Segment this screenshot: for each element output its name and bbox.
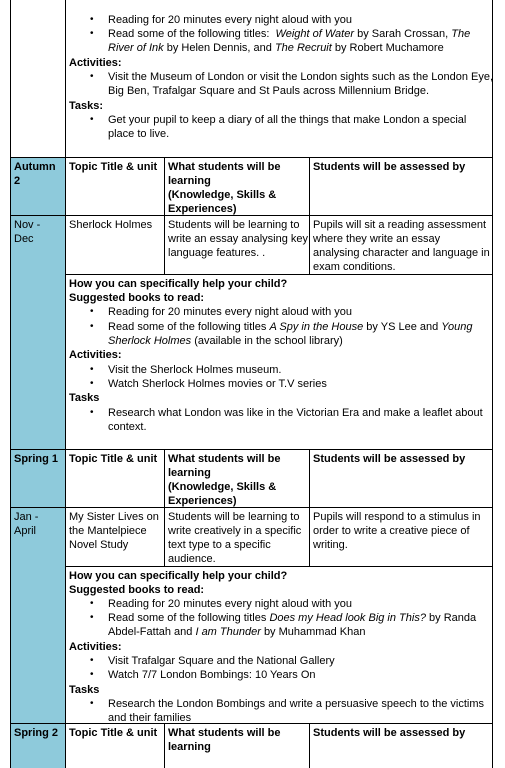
header-learning: What students will be [168, 453, 281, 465]
bullet: • [90, 378, 94, 389]
activity-text: Watch 7/7 London Bombings: 10 Years On [108, 669, 316, 681]
topic-title: Novel Study [69, 539, 129, 551]
period-label: Dec [14, 233, 34, 245]
row-border [65, 274, 493, 275]
bullet: • [90, 364, 94, 375]
activity-text: Visit the Sherlock Holmes museum. [108, 364, 282, 376]
bullet: • [90, 14, 94, 25]
row-border [10, 723, 493, 724]
help-heading: How you can specifically help your child? [69, 278, 288, 290]
assessment-text: Pupils will sit a reading assessment [313, 219, 487, 231]
books-label: Suggested books to read: [69, 584, 205, 596]
header-topic: Topic Title & unit [69, 727, 158, 739]
learning-text: audience. [168, 553, 216, 565]
activities-label: Activities: [69, 349, 122, 361]
activity-text: Visit Trafalgar Square and the National Gallery [108, 655, 335, 667]
learning-text: Students will be learning to [168, 219, 300, 231]
assessment-text: where they write an essay [313, 233, 441, 245]
activity-text: Visit the Museum of London or visit the London sights such as the London Eye, [108, 71, 494, 83]
header-learning: Experiences) [168, 203, 237, 215]
assessment-text: Pupils will respond to a stimulus in [313, 511, 481, 523]
learning-text: Students will be learning to [168, 511, 300, 523]
assessment-text: writing. [313, 539, 348, 551]
task-text: Research what London was like in the Victorian Era and make a leaflet about [108, 407, 483, 419]
learning-text: language features. . [168, 247, 266, 259]
book-list-line: Sherlock Holmes (available in the school library) [108, 335, 343, 347]
header-learning: (Knowledge, Skills & [168, 481, 277, 493]
bullet: • [90, 655, 94, 666]
book-list-line: Read some of the following titles: Weight of Water by Sarah Crossan, The [108, 28, 471, 40]
period-label: Nov - [14, 219, 41, 231]
topic-title: My Sister Lives on [69, 511, 159, 523]
header-learning: What students will be [168, 727, 281, 739]
header-learning: What students will be [168, 161, 281, 173]
header-learning: learning [168, 175, 211, 187]
header-learning: learning [168, 741, 211, 753]
books-label: Suggested books to read: [69, 292, 205, 304]
tasks-label: Tasks [69, 684, 100, 696]
bullet: • [90, 612, 94, 623]
task-text: context. [108, 421, 147, 433]
bullet: • [90, 28, 94, 39]
term-label: Spring 2 [14, 727, 59, 739]
task-text: Get your pupil to keep a diary of all the things that make London a special [108, 114, 467, 126]
bullet: • [90, 321, 94, 332]
table-border-left [10, 0, 11, 768]
task-text: place to live. [108, 128, 170, 140]
bullet: • [90, 306, 94, 317]
learning-text: text type to a specific [168, 539, 271, 551]
row-border [10, 157, 493, 158]
book-list-line: Read some of the following titles A Spy in the House by YS Lee and Young [108, 321, 473, 333]
term-label: 2 [14, 175, 21, 187]
row-border [10, 215, 493, 216]
period-label: April [14, 525, 37, 537]
book-list-line: River of Ink by Helen Dennis, and The Recruit by Robert Muchamore [108, 42, 444, 54]
term-label: Autumn [14, 161, 56, 173]
assessment-text: order to write a creative piece of [313, 525, 470, 537]
bullet: • [90, 114, 94, 125]
learning-text: write an essay analysing key [168, 233, 309, 245]
assessment-text: exam conditions. [313, 261, 396, 273]
row-border [10, 449, 493, 450]
reading-text: Reading for 20 minutes every night aloud with you [108, 14, 352, 26]
activities-label: Activities: [69, 57, 122, 69]
topic-title: Sherlock Holmes [69, 219, 153, 231]
header-assessed: Students will be assessed by [313, 161, 466, 173]
table-border-right [492, 0, 493, 768]
period-label: Jan - [14, 511, 39, 523]
tasks-label: Tasks [69, 392, 100, 404]
bullet: • [90, 71, 94, 82]
activity-text: Watch Sherlock Holmes movies or T.V series [108, 378, 327, 390]
term-label: Spring 1 [14, 453, 59, 465]
column-divider-assess [309, 723, 310, 768]
header-topic: Topic Title & unit [69, 161, 158, 173]
learning-text: write creatively in a specific [168, 525, 302, 537]
task-text: Research the London Bombings and write a persuasive speech to the victims [108, 698, 485, 710]
tasks-label: Tasks: [69, 100, 104, 112]
bullet: • [90, 598, 94, 609]
reading-text: Reading for 20 minutes every night aloud with you [108, 306, 352, 318]
column-divider-term [65, 0, 66, 768]
header-topic: Topic Title & unit [69, 453, 158, 465]
book-list-line: Read some of the following titles Does my Head look Big in This? by Randa [108, 612, 477, 624]
activity-text: Big Ben, Trafalgar Square and St Pauls across Millennium Bridge. [108, 85, 429, 97]
activities-label: Activities: [69, 641, 122, 653]
header-learning: learning [168, 467, 211, 479]
help-heading: How you can specifically help your child? [69, 570, 288, 582]
topic-title: the Mantelpiece [69, 525, 147, 537]
header-learning: (Knowledge, Skills & [168, 189, 277, 201]
reading-text: Reading for 20 minutes every night aloud with you [108, 598, 352, 610]
bullet: • [90, 698, 94, 709]
bullet: • [90, 407, 94, 418]
row-border [65, 566, 493, 567]
task-text: and their families [108, 712, 192, 724]
row-border [10, 507, 493, 508]
header-assessed: Students will be assessed by [313, 727, 466, 739]
assessment-text: analysing character and language in [313, 247, 490, 259]
header-assessed: Students will be assessed by [313, 453, 466, 465]
bullet: • [90, 669, 94, 680]
column-divider-topic [164, 723, 165, 768]
book-list-line: Abdel-Fattah and I am Thunder by Muhammad Khan [108, 626, 366, 638]
header-learning: Experiences) [168, 495, 237, 507]
